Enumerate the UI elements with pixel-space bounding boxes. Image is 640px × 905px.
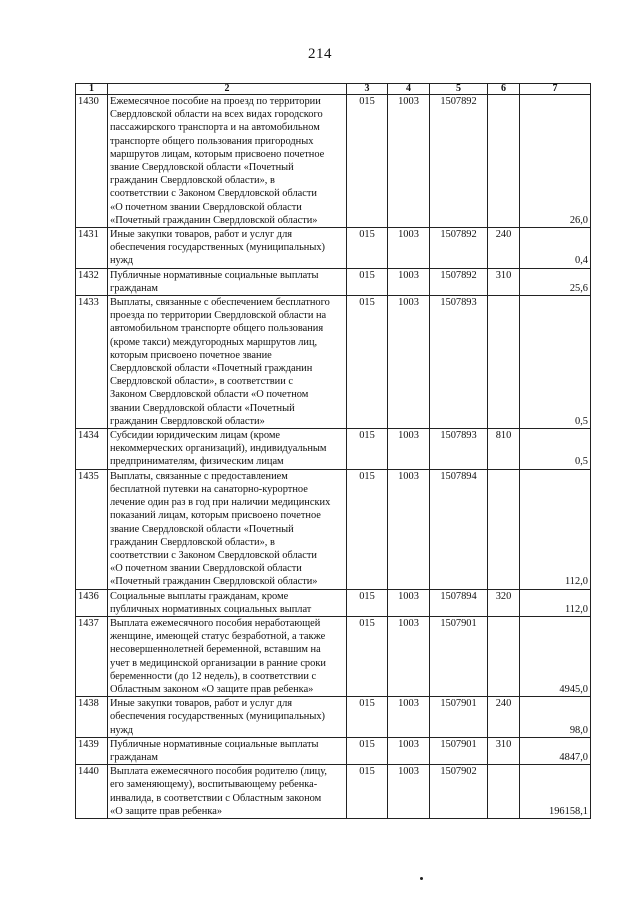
description-line: обеспечения государственных (муниципальных) — [110, 242, 326, 254]
description-cell — [108, 268, 347, 295]
description-line: Выплата ежемесячного пособия родителю (лицу, — [110, 766, 327, 778]
description-line: публичных нормативных социальных выплат — [110, 603, 312, 615]
description-line: «Почетный гражданин Свердловской области» — [110, 214, 318, 226]
table-row — [76, 429, 591, 470]
expense-type-cell: 810 — [488, 429, 520, 470]
description-line: Иные закупки товаров, работ и услуг для — [110, 229, 293, 241]
description-line: гражданин Свердловской области» — [110, 415, 265, 427]
row-number-cell: 1439 — [76, 737, 108, 764]
target-article-cell: 1507901 — [430, 616, 488, 696]
description-line: звание Свердловской области «Почетный — [110, 162, 294, 174]
description-line: «О почетном звании Свердловской области — [110, 201, 302, 213]
target-article-cell: 1507902 — [430, 765, 488, 819]
description-line: Публичные нормативные социальные выплаты — [110, 269, 319, 281]
budget-table — [75, 83, 591, 819]
column-header: 1 — [76, 84, 108, 95]
description-line: Иные закупки товаров, работ и услуг для — [110, 698, 293, 710]
page-mark — [420, 877, 423, 880]
ministry-code-cell: 015 — [347, 765, 388, 819]
table-row — [76, 268, 591, 295]
table-row — [76, 616, 591, 696]
description-line: которым присвоено почетное звание — [110, 349, 272, 361]
row-number-cell: 1435 — [76, 469, 108, 589]
table-row — [76, 589, 591, 616]
ministry-code-cell: 015 — [347, 589, 388, 616]
description-line: «О защите прав ребенка» — [110, 805, 223, 817]
column-header: 4 — [388, 84, 430, 95]
description-cell — [108, 95, 347, 228]
description-line: транспорте общего пользования пригородных — [110, 135, 314, 147]
target-article-cell: 1507893 — [430, 296, 488, 429]
description-line: беременности (до 12 недель), в соответствии с — [110, 670, 317, 682]
row-number-cell: 1433 — [76, 296, 108, 429]
expense-type-cell — [488, 95, 520, 228]
row-number-cell: 1438 — [76, 697, 108, 738]
description-line: маршрутов лицам, которым присвоено почетное — [110, 148, 325, 160]
amount-cell: 26,0 — [520, 95, 591, 228]
section-code-cell: 1003 — [388, 469, 430, 589]
table-body — [76, 95, 591, 819]
description-cell — [108, 429, 347, 470]
description-line: Свердловской области», в соответствии с — [110, 376, 293, 388]
expense-type-cell: 310 — [488, 737, 520, 764]
description-line: пассажирского транспорта и на автомобильном — [110, 122, 320, 134]
description-cell — [108, 228, 347, 269]
description-line: гражданин Свердловской области», в — [110, 536, 275, 548]
ministry-code-cell: 015 — [347, 697, 388, 738]
section-code-cell: 1003 — [388, 268, 430, 295]
description-line: его заменяющему), воспитывающему ребенка- — [110, 779, 318, 791]
description-line: Выплаты, связанные с обеспечением бесплатного — [110, 297, 330, 309]
description-line: нужд — [110, 724, 134, 736]
row-number-cell: 1432 — [76, 268, 108, 295]
amount-cell: 112,0 — [520, 589, 591, 616]
amount-cell: 0,5 — [520, 296, 591, 429]
expense-type-cell: 310 — [488, 268, 520, 295]
table-row — [76, 737, 591, 764]
row-number-cell: 1430 — [76, 95, 108, 228]
section-code-cell: 1003 — [388, 589, 430, 616]
description-line: соответствии с Законом Свердловской области — [110, 549, 317, 561]
description-line: Выплата ежемесячного пособия неработающей — [110, 617, 321, 629]
expense-type-cell — [488, 469, 520, 589]
row-number-cell: 1436 — [76, 589, 108, 616]
column-header: 5 — [430, 84, 488, 95]
description-line: проезда по территории Свердловской области на — [110, 310, 327, 322]
ministry-code-cell: 015 — [347, 737, 388, 764]
expense-type-cell: 240 — [488, 228, 520, 269]
section-code-cell: 1003 — [388, 429, 430, 470]
expense-type-cell: 240 — [488, 697, 520, 738]
expense-type-cell — [488, 616, 520, 696]
section-code-cell: 1003 — [388, 765, 430, 819]
expense-type-cell — [488, 296, 520, 429]
row-number-cell: 1437 — [76, 616, 108, 696]
target-article-cell: 1507892 — [430, 95, 488, 228]
amount-cell: 0,4 — [520, 228, 591, 269]
description-line: соответствии с Законом Свердловской области — [110, 188, 317, 200]
section-code-cell: 1003 — [388, 697, 430, 738]
target-article-cell: 1507894 — [430, 589, 488, 616]
description-line: инвалида, в соответствии с Областным законом — [110, 792, 322, 804]
description-line: бесплатной путевки на санаторно-курортное — [110, 483, 308, 495]
amount-cell: 196158,1 — [520, 765, 591, 819]
section-code-cell: 1003 — [388, 296, 430, 429]
ministry-code-cell: 015 — [347, 268, 388, 295]
description-cell — [108, 765, 347, 819]
column-header: 7 — [520, 84, 591, 95]
ministry-code-cell: 015 — [347, 429, 388, 470]
table-row — [76, 697, 591, 738]
description-line: Областным законом «О защите прав ребенка» — [110, 683, 314, 695]
section-code-cell: 1003 — [388, 95, 430, 228]
ministry-code-cell: 015 — [347, 95, 388, 228]
table-header-row — [76, 84, 591, 95]
description-line: обеспечения государственных (муниципальных) — [110, 711, 326, 723]
target-article-cell: 1507894 — [430, 469, 488, 589]
description-line: нужд — [110, 255, 134, 267]
expense-type-cell — [488, 765, 520, 819]
description-cell — [108, 589, 347, 616]
amount-cell: 98,0 — [520, 697, 591, 738]
table-row — [76, 765, 591, 819]
amount-cell: 0,5 — [520, 429, 591, 470]
expense-type-cell: 320 — [488, 589, 520, 616]
row-number-cell: 1440 — [76, 765, 108, 819]
section-code-cell: 1003 — [388, 737, 430, 764]
description-line: некоммерческих организаций), индивидуальным — [110, 443, 327, 455]
row-number-cell: 1434 — [76, 429, 108, 470]
amount-cell: 4847,0 — [520, 737, 591, 764]
ministry-code-cell: 015 — [347, 616, 388, 696]
target-article-cell: 1507901 — [430, 737, 488, 764]
amount-cell: 25,6 — [520, 268, 591, 295]
ministry-code-cell: 015 — [347, 228, 388, 269]
description-line: гражданам — [110, 751, 158, 763]
description-line: показаний лицам, которым присвоено почетное — [110, 510, 321, 522]
section-code-cell: 1003 — [388, 228, 430, 269]
column-header: 3 — [347, 84, 388, 95]
description-cell — [108, 697, 347, 738]
description-cell — [108, 469, 347, 589]
description-line: (кроме такси) междугородных маршрутов лиц, — [110, 336, 318, 348]
amount-cell: 112,0 — [520, 469, 591, 589]
description-cell — [108, 616, 347, 696]
ministry-code-cell: 015 — [347, 296, 388, 429]
column-header: 2 — [108, 84, 347, 95]
description-line: женщине, имеющей статус безработной, а также — [110, 631, 326, 643]
description-line: «О почетном звании Свердловской области — [110, 563, 302, 575]
table-row — [76, 469, 591, 589]
description-cell — [108, 296, 347, 429]
target-article-cell: 1507892 — [430, 268, 488, 295]
description-line: гражданин Свердловской области», в — [110, 175, 275, 187]
description-line: несовершеннолетней беременной, вставшим на — [110, 644, 321, 656]
target-article-cell: 1507893 — [430, 429, 488, 470]
section-code-cell: 1003 — [388, 616, 430, 696]
row-number-cell: 1431 — [76, 228, 108, 269]
target-article-cell: 1507892 — [430, 228, 488, 269]
description-line: автомобильном транспорте общего пользования — [110, 323, 324, 335]
target-article-cell: 1507901 — [430, 697, 488, 738]
description-line: звание Свердловской области «Почетный — [110, 523, 294, 535]
table-row — [76, 95, 591, 228]
description-line: звании Свердловской области «Почетный — [110, 402, 295, 414]
description-line: гражданам — [110, 282, 158, 294]
description-line: Субсидии юридическим лицам (кроме — [110, 430, 281, 442]
description-line: Свердловской области на всех видах городского — [110, 109, 323, 121]
page-number: 214 — [308, 46, 332, 62]
ministry-code-cell: 015 — [347, 469, 388, 589]
column-header: 6 — [488, 84, 520, 95]
description-line: «Почетный гражданин Свердловской области» — [110, 576, 318, 588]
description-line: предпринимателям, физическим лицам — [110, 456, 284, 468]
description-line: Свердловской области «Почетный гражданин — [110, 363, 313, 375]
table-row — [76, 228, 591, 269]
table-row — [76, 296, 591, 429]
amount-cell: 4945,0 — [520, 616, 591, 696]
description-line: Социальные выплаты гражданам, кроме — [110, 590, 289, 602]
description-line: Публичные нормативные социальные выплаты — [110, 738, 319, 750]
description-cell — [108, 737, 347, 764]
description-line: лечение один раз в год при наличии медицинских — [110, 497, 331, 509]
description-line: Выплаты, связанные с предоставлением — [110, 470, 288, 482]
description-line: Ежемесячное пособие на проезд по территории — [110, 96, 321, 107]
description-line: Законом Свердловской области «О почетном — [110, 389, 309, 401]
description-line: учет в медицинской организации в ранние сроки — [110, 657, 326, 669]
